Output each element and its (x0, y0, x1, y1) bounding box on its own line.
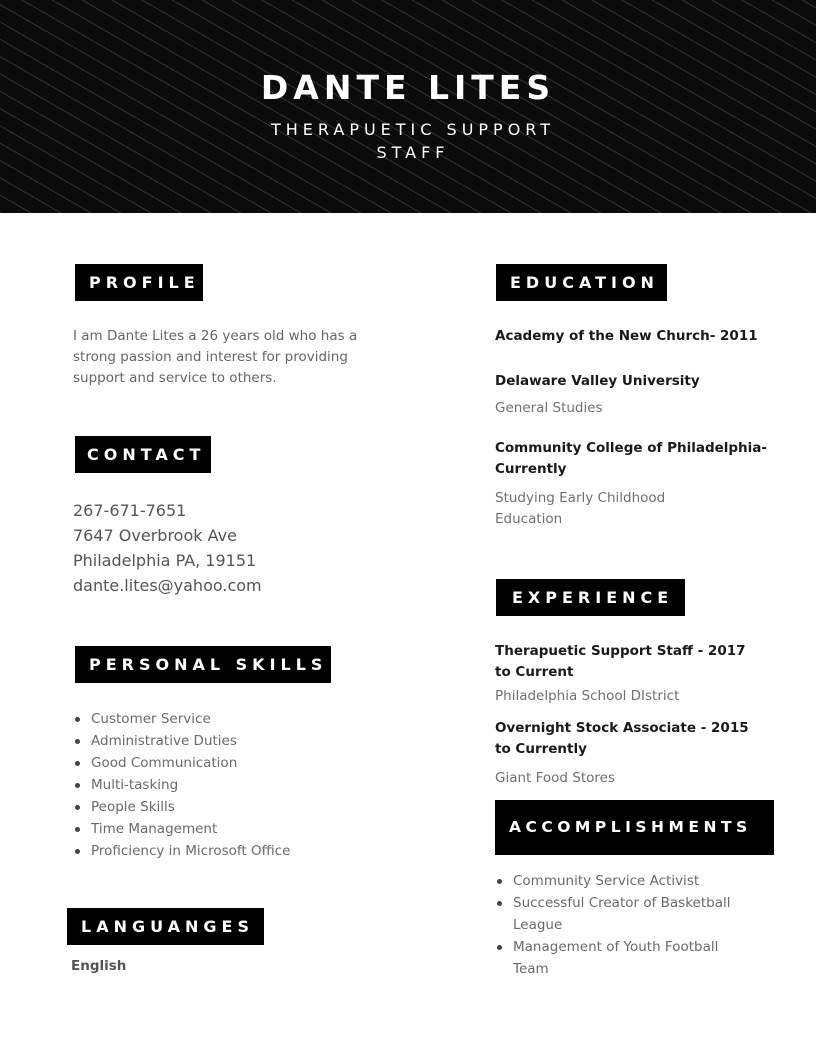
contact-phone: 267-671-7651 (73, 501, 187, 520)
accomplishments-heading: ACCOMPLISHMENTS (495, 800, 774, 855)
contact-street: 7647 Overbrook Ave (73, 526, 237, 545)
skills-list (73, 708, 403, 862)
profile-heading: PROFILE (75, 264, 203, 301)
experience-role-2: Overnight Stock Associate - 2015 to Currently (495, 720, 749, 757)
education-detail-3: Studying Early Childhood Education (495, 490, 666, 527)
education-detail-2: General Studies (495, 400, 603, 416)
education-school-2: Delaware Valley University (495, 373, 700, 389)
list-item: Management of Youth Football Team (495, 936, 755, 980)
list-item: Multi-tasking (73, 774, 403, 796)
list-item: Customer Service (73, 708, 403, 730)
languages-heading: LANGUANGES (67, 908, 264, 945)
list-item: Proficiency in Microsoft Office (73, 840, 403, 862)
header-banner (0, 0, 816, 213)
list-item: Administrative Duties (73, 730, 403, 752)
list-item: People Skills (73, 796, 403, 818)
skills-heading: PERSONAL SKILLS (75, 646, 331, 683)
list-item: Successful Creator of Basketball League (495, 892, 755, 936)
contact-heading: CONTACT (75, 436, 211, 473)
list-item: Community Service Activist (495, 870, 755, 892)
list-item: Good Communication (73, 752, 403, 774)
contact-city: Philadelphia PA, 19151 (73, 551, 257, 570)
accomplishments-list (495, 870, 755, 980)
contact-email: dante.lites@yahoo.com (73, 576, 262, 595)
experience-heading: EXPERIENCE (496, 579, 685, 616)
language-item: English (71, 958, 127, 974)
candidate-name: DANTE LITES (260, 68, 556, 107)
education-heading: EDUCATION (496, 264, 667, 301)
contact-block (73, 498, 393, 598)
experience-employer-2: Giant Food Stores (495, 770, 616, 786)
education-school-1: Academy of the New Church- 2011 (495, 328, 758, 344)
profile-text: I am Dante Lites a 26 years old who has a strong passion and interest for providing support and service to others. (73, 328, 358, 386)
candidate-title: THERAPUETIC SUPPORT STAFF (270, 120, 556, 162)
experience-employer-1: Philadelphia School DIstrict (495, 688, 680, 704)
list-item: Time Management (73, 818, 403, 840)
experience-role-1: Therapuetic Support Staff - 2017 to Current (495, 643, 746, 680)
education-school-3: Community College of Philadelphia- Currently (495, 440, 768, 477)
